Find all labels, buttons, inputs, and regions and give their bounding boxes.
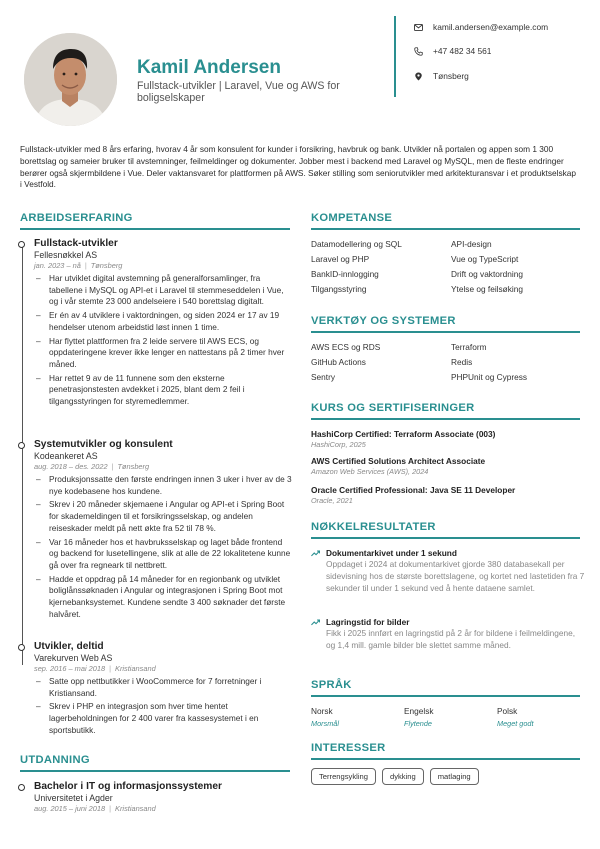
contact-phone-text: +47 482 34 561 (433, 46, 492, 56)
cert-entry (311, 456, 581, 476)
language-name: Engelsk (404, 706, 434, 716)
job-company: Fellesnøkkel AS (34, 250, 98, 260)
education-period: aug. 2015 – juni 2018 (34, 804, 106, 813)
cert-entry (311, 429, 581, 449)
interest-tag: dykking (382, 768, 424, 785)
cert-issuer: Amazon Web Services (AWS), 2024 (311, 467, 429, 476)
language-name: Norsk (311, 706, 333, 716)
cert-title: Oracle Certified Professional: Java SE 11 Developer (311, 485, 516, 495)
list-item: – Produksjonssatte den første endringen innen 3 uker i hver av de 3 nye kodebasene hos kundene. (34, 474, 292, 497)
education-degree: Bachelor i IT og informasjonssystemer (34, 781, 222, 792)
result-title: Dokumentarkivet under 1 sekund (326, 548, 457, 558)
contact-location-text: Tønsberg (433, 71, 469, 81)
skills-grid (311, 239, 581, 294)
job-location: Tønsberg (117, 462, 150, 471)
trend-up-icon (311, 619, 320, 626)
section-title-results: NØKKELRESULTATER (311, 521, 436, 533)
education-meta (34, 804, 292, 813)
cert-issuer: Oracle, 2021 (311, 496, 353, 505)
job-title: Fullstack-utvikler (34, 238, 118, 249)
job-meta (34, 261, 292, 270)
section-rule-results (311, 537, 580, 539)
header-divider (394, 16, 396, 97)
envelope-icon (414, 23, 423, 32)
cert-issuer: HashiCorp, 2025 (311, 440, 366, 449)
section-title-experience: ARBEIDSERFARING (20, 212, 133, 224)
job-title: Utvikler, deltid (34, 641, 104, 652)
profile-photo-image (24, 33, 117, 126)
list-item: – Satte opp nettbutikker i WooCommerce for 7 forretninger i Kristiansand. (34, 676, 292, 699)
interest-tag: matlaging (430, 768, 479, 785)
skill-item: Vue og TypeScript (451, 254, 519, 264)
section-rule-experience (20, 228, 290, 230)
job-entry (20, 439, 292, 622)
job-period: aug. 2018 – des. 2022 (34, 462, 108, 471)
education-school: Universitetet i Agder (34, 793, 113, 803)
result-entry (311, 617, 586, 652)
timeline-dot (18, 644, 25, 651)
meta-separator: | (109, 664, 112, 673)
candidate-name: Kamil Andersen (137, 57, 281, 78)
list-item: – Skrev i PHP en integrasjon som hver time hentet lagerbeholdningen for 2 400 varer fra kassesystemet i en sportsbutikk. (34, 701, 292, 736)
profile-summary: Fullstack-utvikler med 8 års erfaring, hvorav 4 år som konsulent for kunder i forsikring, havbruk og bank. Utvikler nå portalen og appen som 1 300 borettslag og sameier bruker til avstemninger, feilmeldinger og dokumenter. Jobber mest i backend med Laravel og MySQL, men de fleste endringer berører også skjermbildene i Vue. Deler vaktansvaret for plattformen på AWS. Søker stilling som seniorutvikler med arkitekturansvar i et produktselskap i Vestfold. (20, 144, 576, 190)
cert-title: HashiCorp Certified: Terraform Associate (003) (311, 429, 496, 439)
language-entry (404, 706, 434, 728)
cert-title: AWS Certified Solutions Architect Associate (311, 456, 486, 466)
job-company: Varekurven Web AS (34, 653, 113, 663)
tool-item: Sentry (311, 372, 335, 382)
interest-tags (311, 768, 479, 785)
job-period: sep. 2016 – mai 2018 (34, 664, 106, 673)
section-title-skills: KOMPETANSE (311, 212, 393, 224)
tool-item: Redis (451, 357, 473, 367)
job-meta (34, 664, 292, 673)
skill-item: Ytelse og feilsøking (451, 284, 523, 294)
tool-item: PHPUnit og Cypress (451, 372, 528, 382)
section-title-education: UTDANNING (20, 754, 90, 766)
skill-item: Tilgangsstyring (311, 284, 367, 294)
job-meta (34, 462, 292, 471)
list-item: – Har flyttet plattformen fra 2 leide servere til AWS ECS, og oppdateringene krever ikke lenger en nattestans på 2 timer hver måned. (34, 336, 292, 371)
list-item: – Er én av 4 utviklere i vaktordningen, og siden 2024 er 17 av 19 hendelser utenom arbeidstid løst innen 1 time. (34, 310, 292, 333)
job-bullets (34, 676, 292, 737)
section-rule-tools (311, 331, 580, 333)
education-location: Kristiansand (115, 804, 156, 813)
map-pin-icon (414, 72, 423, 81)
job-entry (20, 641, 292, 739)
section-rule-interests (311, 758, 580, 760)
result-entry (311, 548, 586, 594)
job-period: jan. 2023 – nå (34, 261, 81, 270)
section-title-interests: INTERESSER (311, 742, 386, 754)
language-level: Meget godt (497, 719, 534, 728)
trend-up-icon (311, 550, 320, 557)
tool-item: AWS ECS og RDS (311, 342, 381, 352)
section-title-tools: VERKTØY OG SYSTEMER (311, 315, 456, 327)
skill-item: API-design (451, 239, 492, 249)
list-item: – Var 16 måneder hos et havbruksselskap og laget både frontend og backend for lusetellingene, slik at alle de 22 lokalitetene kunne gå over fra regneark til nettbrett. (34, 537, 292, 572)
timeline-dot (18, 442, 25, 449)
section-title-languages: SPRÅK (311, 679, 352, 691)
meta-separator: | (84, 261, 87, 270)
phone-icon (414, 47, 423, 56)
skill-item: Laravel og PHP (311, 254, 370, 264)
skill-item: BankID-innlogging (311, 269, 379, 279)
list-item: – Har utviklet digital avstemning på generalforsamlinger, fra tabellene i MySQL og API-et i Laravel til stemmeseddelen i Vue, og i vår stemte 23 000 andelseiere i 540 borettslag digitalt. (34, 273, 292, 308)
language-level: Flytende (404, 719, 432, 728)
job-company: Kodeankeret AS (34, 451, 98, 461)
job-location: Tønsberg (90, 261, 123, 270)
section-rule-skills (311, 228, 580, 230)
cert-entry (311, 485, 581, 505)
language-name: Polsk (497, 706, 518, 716)
tool-item: Terraform (451, 342, 487, 352)
contact-email[interactable] (414, 22, 548, 32)
job-location: Kristiansand (115, 664, 156, 673)
tool-item: GitHub Actions (311, 357, 366, 367)
section-rule-certs (311, 418, 580, 420)
education-entry (20, 781, 292, 813)
language-entry (497, 706, 534, 728)
job-bullets (34, 273, 292, 408)
result-title: Lagringstid for bilder (326, 617, 410, 627)
contact-phone[interactable] (414, 46, 491, 56)
meta-separator: | (109, 804, 112, 813)
timeline-dot (18, 241, 25, 248)
job-title: Systemutvikler og konsulent (34, 439, 173, 450)
meta-separator: | (111, 462, 114, 471)
profile-photo (24, 33, 117, 126)
tools-grid (311, 342, 581, 382)
skill-item: Drift og vaktordning (451, 269, 523, 279)
section-rule-education (20, 770, 290, 772)
interest-tag: Terrengsykling (311, 768, 376, 785)
timeline-dot (18, 784, 25, 791)
contact-email-text: kamil.andersen@example.com (433, 22, 549, 32)
section-title-certs: KURS OG SERTIFISERINGER (311, 402, 475, 414)
language-entry (311, 706, 339, 728)
candidate-subtitle: Fullstack-utvikler | Laravel, Vue og AWS for boligselskaper (137, 80, 340, 104)
skill-item: Datamodellering og SQL (311, 239, 402, 249)
job-entry (20, 238, 292, 410)
contact-location (414, 71, 469, 81)
result-text: Fikk i 2025 innført en lagringstid på 2 år for bildene i feilmeldingene, og 1,4 mill. gamle bilder ble slettet samme måned. (326, 628, 576, 650)
result-text: Oppdaget i 2024 at dokumentarkivet gjorde 380 databasekall per sidevisning hos de største borettslagene, og kortet ned lastetiden fra 7 sekunder til under 1 sekund ved å hente dataene samlet. (326, 559, 585, 593)
language-level: Morsmål (311, 719, 339, 728)
job-bullets (34, 474, 292, 620)
list-item: – Har rettet 9 av de 11 funnene som den eksterne penetrasjonstesten avdekket i 2025, blant dem 2 feil i tilgangsstyringen for styremedlemmer. (34, 373, 292, 408)
list-item: – Skrev i 20 måneder skjemaene i Angular og API-et i Spring Boot for skademeldingen til et forsikringsselskap, og andelen reiseskader meldt på nett økte fra 52 til 78 %. (34, 499, 292, 534)
section-rule-languages (311, 695, 580, 697)
list-item: – Hadde et oppdrag på 14 måneder for en regionbank og utviklet boliglånssøknaden i Angular og integrasjonen i Spring Boot mot kjernebanksystemet. Kundene sendte 3 400 søknader det første halvåret. (34, 574, 292, 621)
